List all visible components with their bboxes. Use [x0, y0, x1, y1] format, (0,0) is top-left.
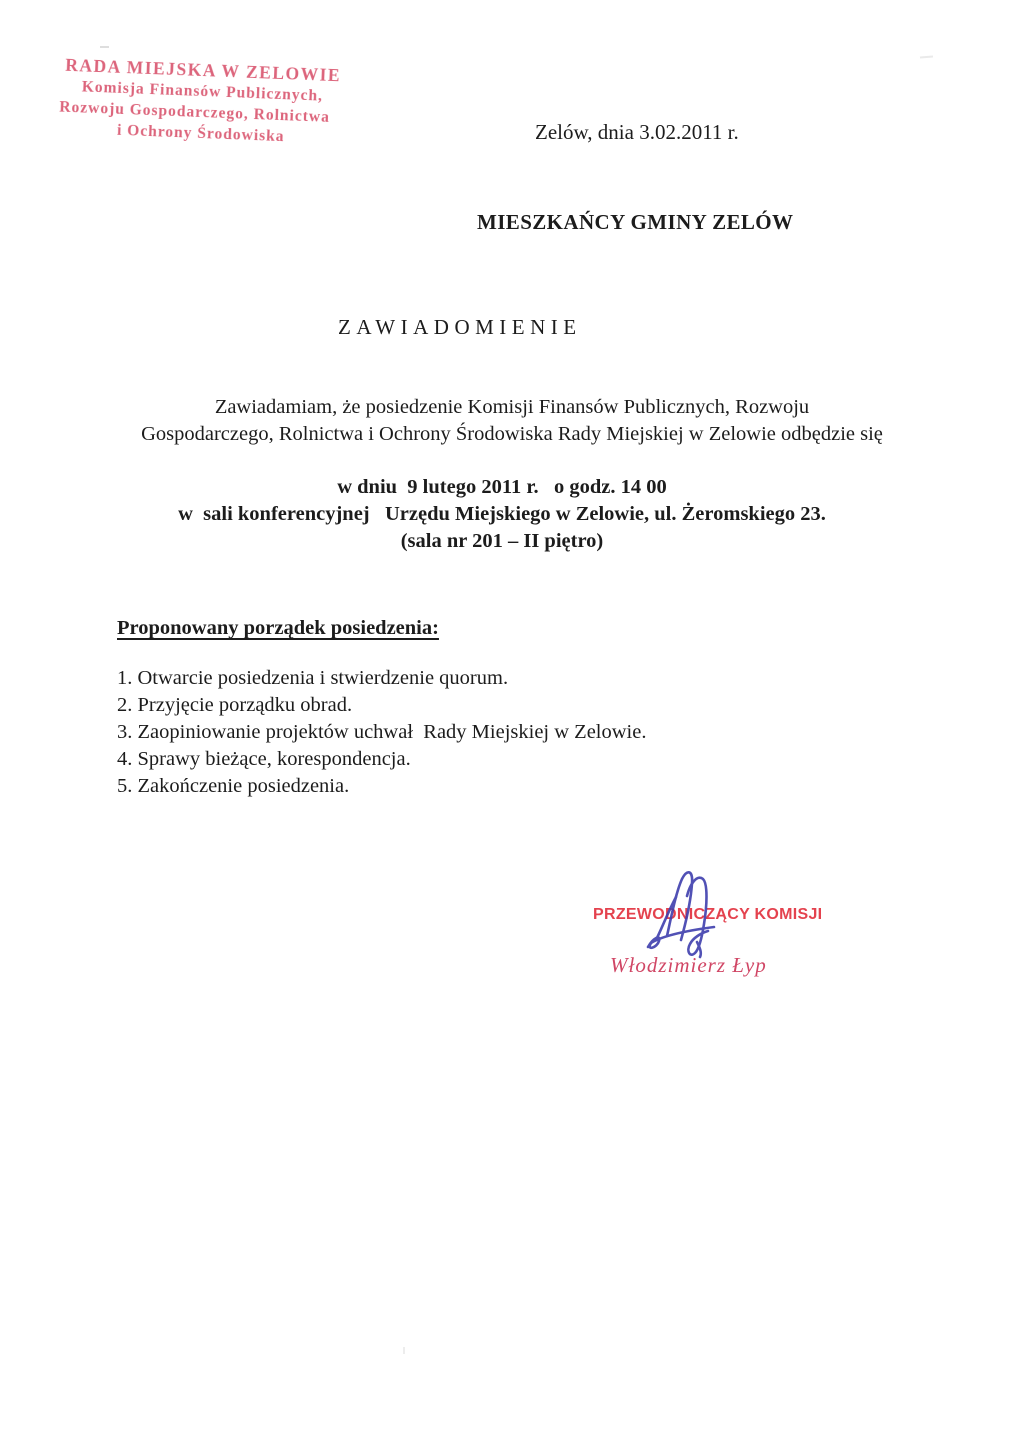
stamp-line: Komisja Finansów Publicznych, [81, 78, 324, 105]
handwritten-signature-ink [630, 856, 750, 966]
notice-title: ZAWIADOMIENIE [338, 315, 582, 339]
scan-artifact [100, 46, 109, 48]
chairman-name: Włodzimierz Łyp [610, 953, 767, 977]
scan-artifact [403, 1347, 405, 1354]
agenda-item: 4. Sprawy bieżące, korespondencja. [117, 748, 411, 770]
date-line: Zelów, dnia 3.02.2011 r. [535, 120, 739, 144]
scan-artifact [920, 56, 933, 59]
recipient-heading: MIESZKAŃCY GMINY ZELÓW [477, 210, 794, 234]
intro-paragraph [0, 394, 1024, 448]
agenda-list [117, 665, 646, 800]
agenda-item: 5. Zakończenie posiedzenia. [117, 775, 350, 797]
stamp-line: RADA MIEJSKA W ZELOWIE [64, 54, 342, 86]
agenda-heading: Proponowany porządek posiedzenia: [117, 617, 439, 639]
agenda-item: 1. Otwarcie posiedzenia i stwierdzenie quorum. [117, 667, 509, 689]
stamp-line: i Ochrony Środowiska [116, 121, 285, 146]
intro-line: Zawiadamiam, że posiedzenie Komisji Finansów Publicznych, Rozwoju [214, 396, 810, 418]
stamp-line: Rozwoju Gospodarczego, Rolnictwa [59, 98, 331, 126]
meeting-date-time: w dniu 9 lutego 2011 r. o godz. 14 00 [337, 476, 667, 498]
agenda-item: 2. Przyjęcie porządku obrad. [117, 694, 353, 716]
meeting-details [0, 474, 1004, 555]
chairman-title-stamp: PRZEWODNICZĄCY KOMISJI [593, 906, 823, 923]
meeting-room: (sala nr 201 – II piętro) [400, 530, 604, 552]
meeting-location: w sali konferencyjnej Urzędu Miejskiego w Zelowie, ul. Żeromskiego 23. [178, 503, 826, 525]
committee-header-stamp [60, 55, 343, 150]
agenda-item: 3. Zaopiniowanie projektów uchwał Rady Miejskiej w Zelowie. [117, 721, 647, 743]
intro-line: Gospodarczego, Rolnictwa i Ochrony Środowiska Rady Miejskiej w Zelowie odbędzie się [141, 423, 883, 445]
